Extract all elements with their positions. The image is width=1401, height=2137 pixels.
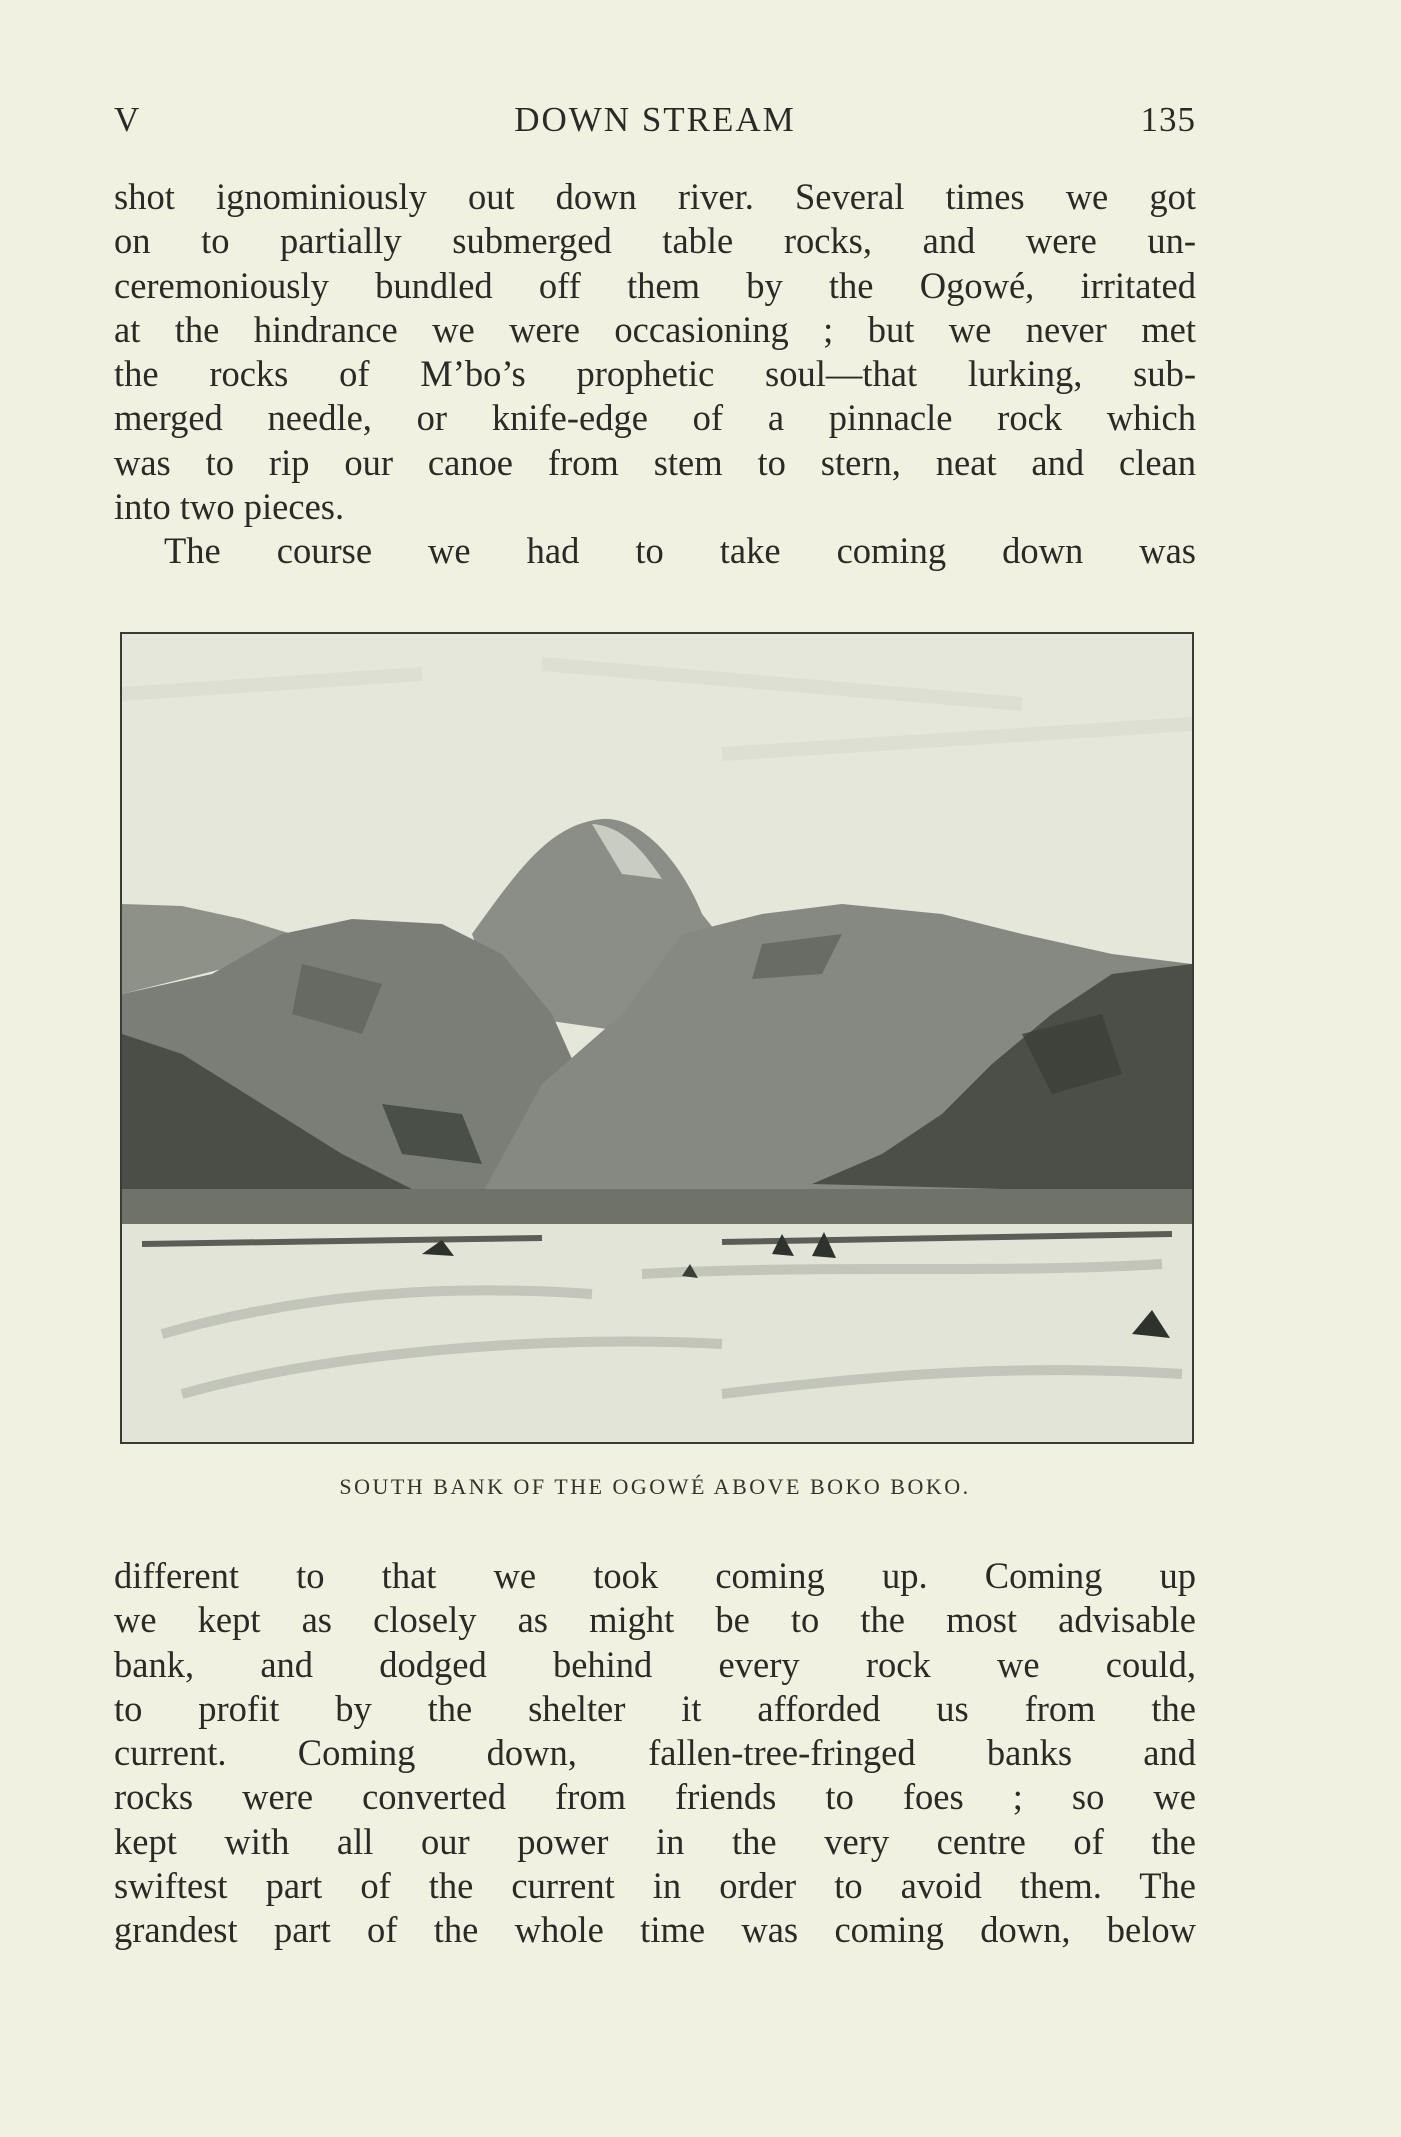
text-line: we kept as closely as might be to the most advisable	[114, 1599, 1196, 1641]
landscape-illustration	[120, 632, 1194, 1444]
text-line: the rocks of M’bo’s prophetic soul—that lurking, sub-	[114, 353, 1196, 395]
body-text-bottom	[114, 1554, 1196, 1953]
body-text-top	[114, 175, 1196, 574]
text-line: at the hindrance we were occasioning ; but we never met	[114, 308, 1196, 350]
text-line: The course we had to take coming down was	[164, 530, 1196, 572]
running-header	[114, 100, 1196, 152]
text-line: grandest part of the whole time was coming down, below	[114, 1909, 1196, 1951]
text-line: kept with all our power in the very centre of the	[114, 1820, 1196, 1862]
page-number: 135	[1140, 100, 1196, 139]
text-line: into two pieces.	[114, 486, 345, 528]
text-line: merged needle, or knife-edge of a pinnacle rock which	[114, 397, 1196, 439]
figure-caption: SOUTH BANK OF THE OGOWÉ ABOVE BOKO BOKO.	[339, 1474, 971, 1499]
chapter-number: V	[114, 100, 141, 139]
text-line: was to rip our canoe from stem to stern, neat and clean	[114, 441, 1196, 483]
text-line: swiftest part of the current in order to avoid them. The	[114, 1865, 1196, 1907]
running-title: DOWN STREAM	[514, 100, 796, 139]
text-line: current. Coming down, fallen-tree-fringed banks and	[114, 1732, 1196, 1774]
text-line: on to partially submerged table rocks, and were un-	[114, 220, 1196, 262]
text-line: bank, and dodged behind every rock we could,	[114, 1643, 1196, 1685]
text-line: rocks were converted from friends to foes ; so we	[114, 1776, 1196, 1818]
text-line: to profit by the shelter it afforded us from the	[114, 1687, 1196, 1729]
text-line: ceremoniously bundled off them by the Ogowé, irritated	[114, 264, 1196, 306]
text-line: shot ignominiously out down river. Several times we got	[114, 176, 1196, 217]
mountain-river-drawing	[122, 634, 1192, 1442]
text-line: different to that we took coming up. Coming up	[114, 1555, 1196, 1596]
